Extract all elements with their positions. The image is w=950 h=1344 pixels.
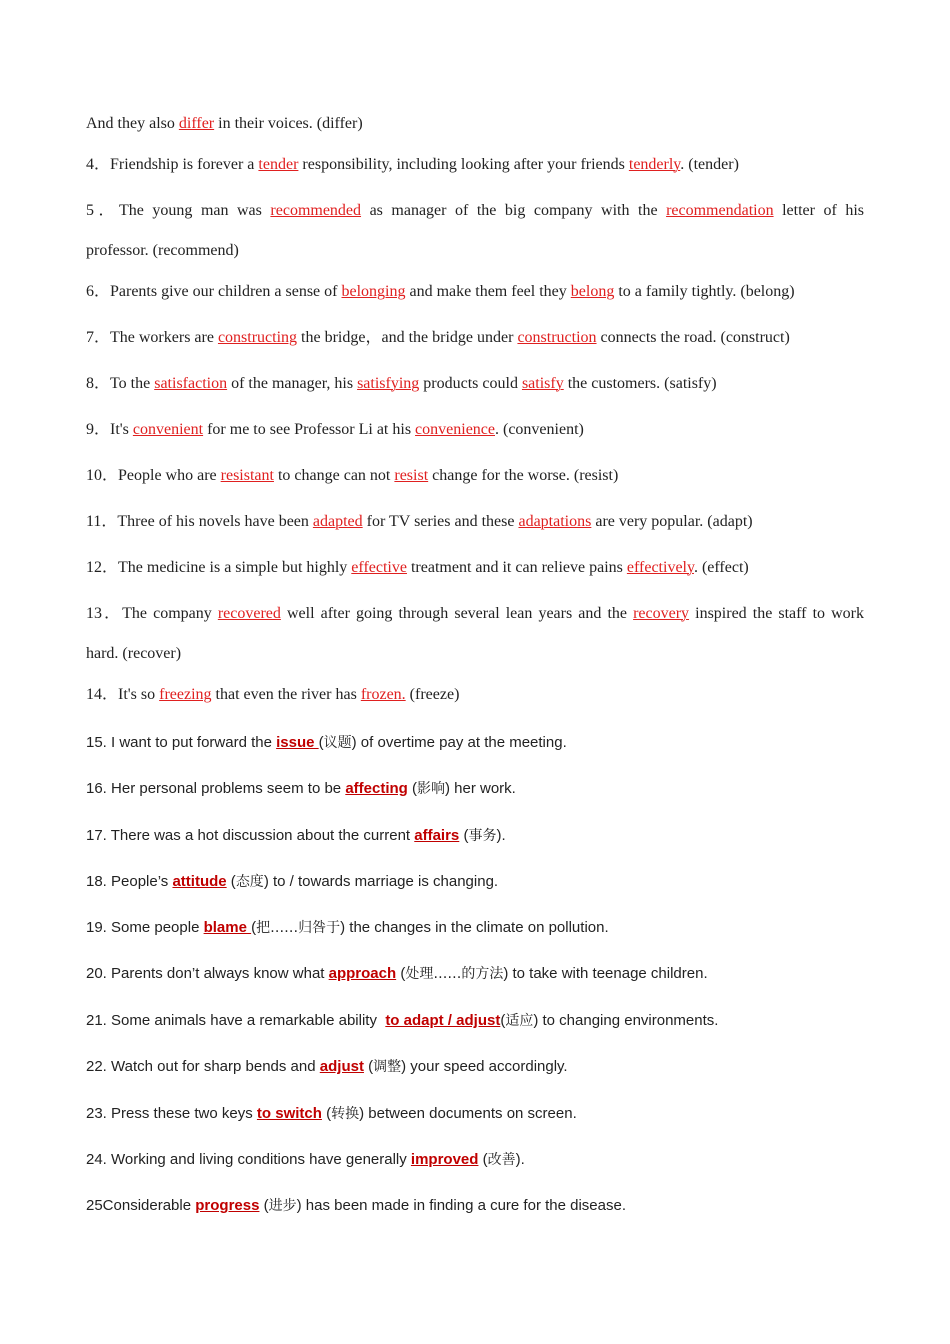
exercise-line-6: 6．Parents give our children a sense of belonging and make them feel they belong to a family tightly. (belong) [86,283,795,300]
answer-word: recovered [217,605,281,622]
answer-word: to adapt / adjust [385,1012,501,1029]
vocab-line-24: 24. Working and living conditions have generally improved (改善). [86,1151,525,1168]
exercise-line-13: 13．The company recovered well after going through several lean years and the recovery inspired the staff to work [86,605,864,622]
answer-word: improved [410,1151,479,1168]
vocab-line-22: 22. Watch out for sharp bends and adjust (调整) your speed accordingly. [86,1058,568,1075]
answer-word: blame [203,919,252,936]
answer-word: to switch [256,1105,322,1122]
vocab-line-19: 19. Some people blame (把……归咎于) the changes in the climate on pollution. [86,919,609,936]
exercise-line-4: 4．Friendship is forever a tender responsibility, including looking after your friends tenderly. (tender) [86,156,739,173]
answer-word: effective [351,559,407,576]
answer-word: differ [178,115,215,132]
exercise-line-10: 10．People who are resistant to change can not resist change for the worse. (resist) [86,467,619,484]
answer-word: adapted [312,513,363,530]
chinese-gloss: 态度 [235,874,264,890]
chinese-gloss: 适应 [505,1013,534,1029]
vocab-line-23: 23. Press these two keys to switch (转换) between documents on screen. [86,1105,577,1122]
exercise-line-differ: And they also differ in their voices. (differ) [86,115,363,132]
vocab-line-17: 17. There was a hot discussion about the current affairs (事务). [86,827,506,844]
chinese-gloss: 转换 [331,1106,360,1122]
answer-word: satisfy [521,375,564,392]
chinese-gloss: 调整 [373,1059,402,1075]
vocab-line-25: 25Considerable progress (进步) has been made in finding a cure for the disease. [86,1197,626,1214]
answer-word: belong [570,283,615,300]
answer-word: resist [394,467,429,484]
answer-word: freezing [159,686,212,703]
exercise-line-5: 5．The young man was recommended as manager of the big company with the recommendation letter of his [86,202,864,219]
vocab-line-20: 20. Parents don’t always know what approach (处理……的方法) to take with teenage children. [86,965,708,982]
chinese-gloss: 改善 [487,1152,516,1168]
exercise-line-7: 7．The workers are constructing the bridge，and the bridge under construction connects the road. (construct) [86,329,790,346]
chinese-gloss: 进步 [268,1198,297,1214]
answer-word: satisfying [357,375,420,392]
answer-word: adaptations [518,513,592,530]
exercise-line-13-cont: hard. (recover) [86,645,182,662]
answer-word: constructing [217,329,298,346]
exercise-line-9: 9．It's convenient for me to see Professor Li at his convenience. (convenient) [86,421,584,438]
vocab-line-15: 15. I want to put forward the issue (议题) of overtime pay at the meeting. [86,734,567,751]
answer-word: tenderly [628,156,681,173]
answer-word: convenience [415,421,495,438]
answer-word: frozen. [360,686,406,703]
vocab-line-18: 18. People’s attitude (态度) to / towards marriage is changing. [86,873,499,890]
answer-word: recommendation [666,202,774,219]
chinese-gloss: 事务 [468,828,497,844]
answer-word: recovery [633,605,690,622]
answer-word: resistant [220,467,274,484]
exercise-line-8: 8．To the satisfaction of the manager, his satisfying products could satisfy the customers. (satisfy) [86,375,717,392]
answer-word: approach [328,965,397,982]
answer-word: adjust [319,1058,364,1075]
exercise-line-5-cont: professor. (recommend) [86,242,239,259]
answer-word: recommended [270,202,362,219]
answer-word: affairs [414,827,460,844]
vocab-line-16: 16. Her personal problems seem to be affecting (影响) her work. [86,780,516,797]
exercise-line-12: 12．The medicine is a simple but highly effective treatment and it can relieve pains effectively. (effect) [86,559,749,576]
answer-word: effectively [626,559,694,576]
answer-word: issue [276,734,319,751]
answer-word: satisfaction [154,375,228,392]
answer-word: tender [258,156,299,173]
answer-word: construction [517,329,597,346]
answer-word: affecting [345,780,408,797]
exercise-line-11: 11．Three of his novels have been adapted for TV series and these adaptations are very popular. (adapt) [86,513,753,530]
answer-word: convenient [132,421,204,438]
answer-word: progress [195,1197,260,1214]
answer-word: attitude [172,873,227,890]
chinese-gloss: 把……归咎于 [256,920,341,936]
chinese-gloss: 议题 [323,735,352,751]
exercise-line-14: 14．It's so freezing that even the river has frozen. (freeze) [86,686,460,703]
chinese-gloss: 影响 [417,781,445,797]
vocab-line-21: 21. Some animals have a remarkable ability to adapt / adjust(适应) to changing environments. [86,1012,719,1029]
answer-word: belonging [341,283,406,300]
chinese-gloss: 处理……的方法 [405,966,504,982]
